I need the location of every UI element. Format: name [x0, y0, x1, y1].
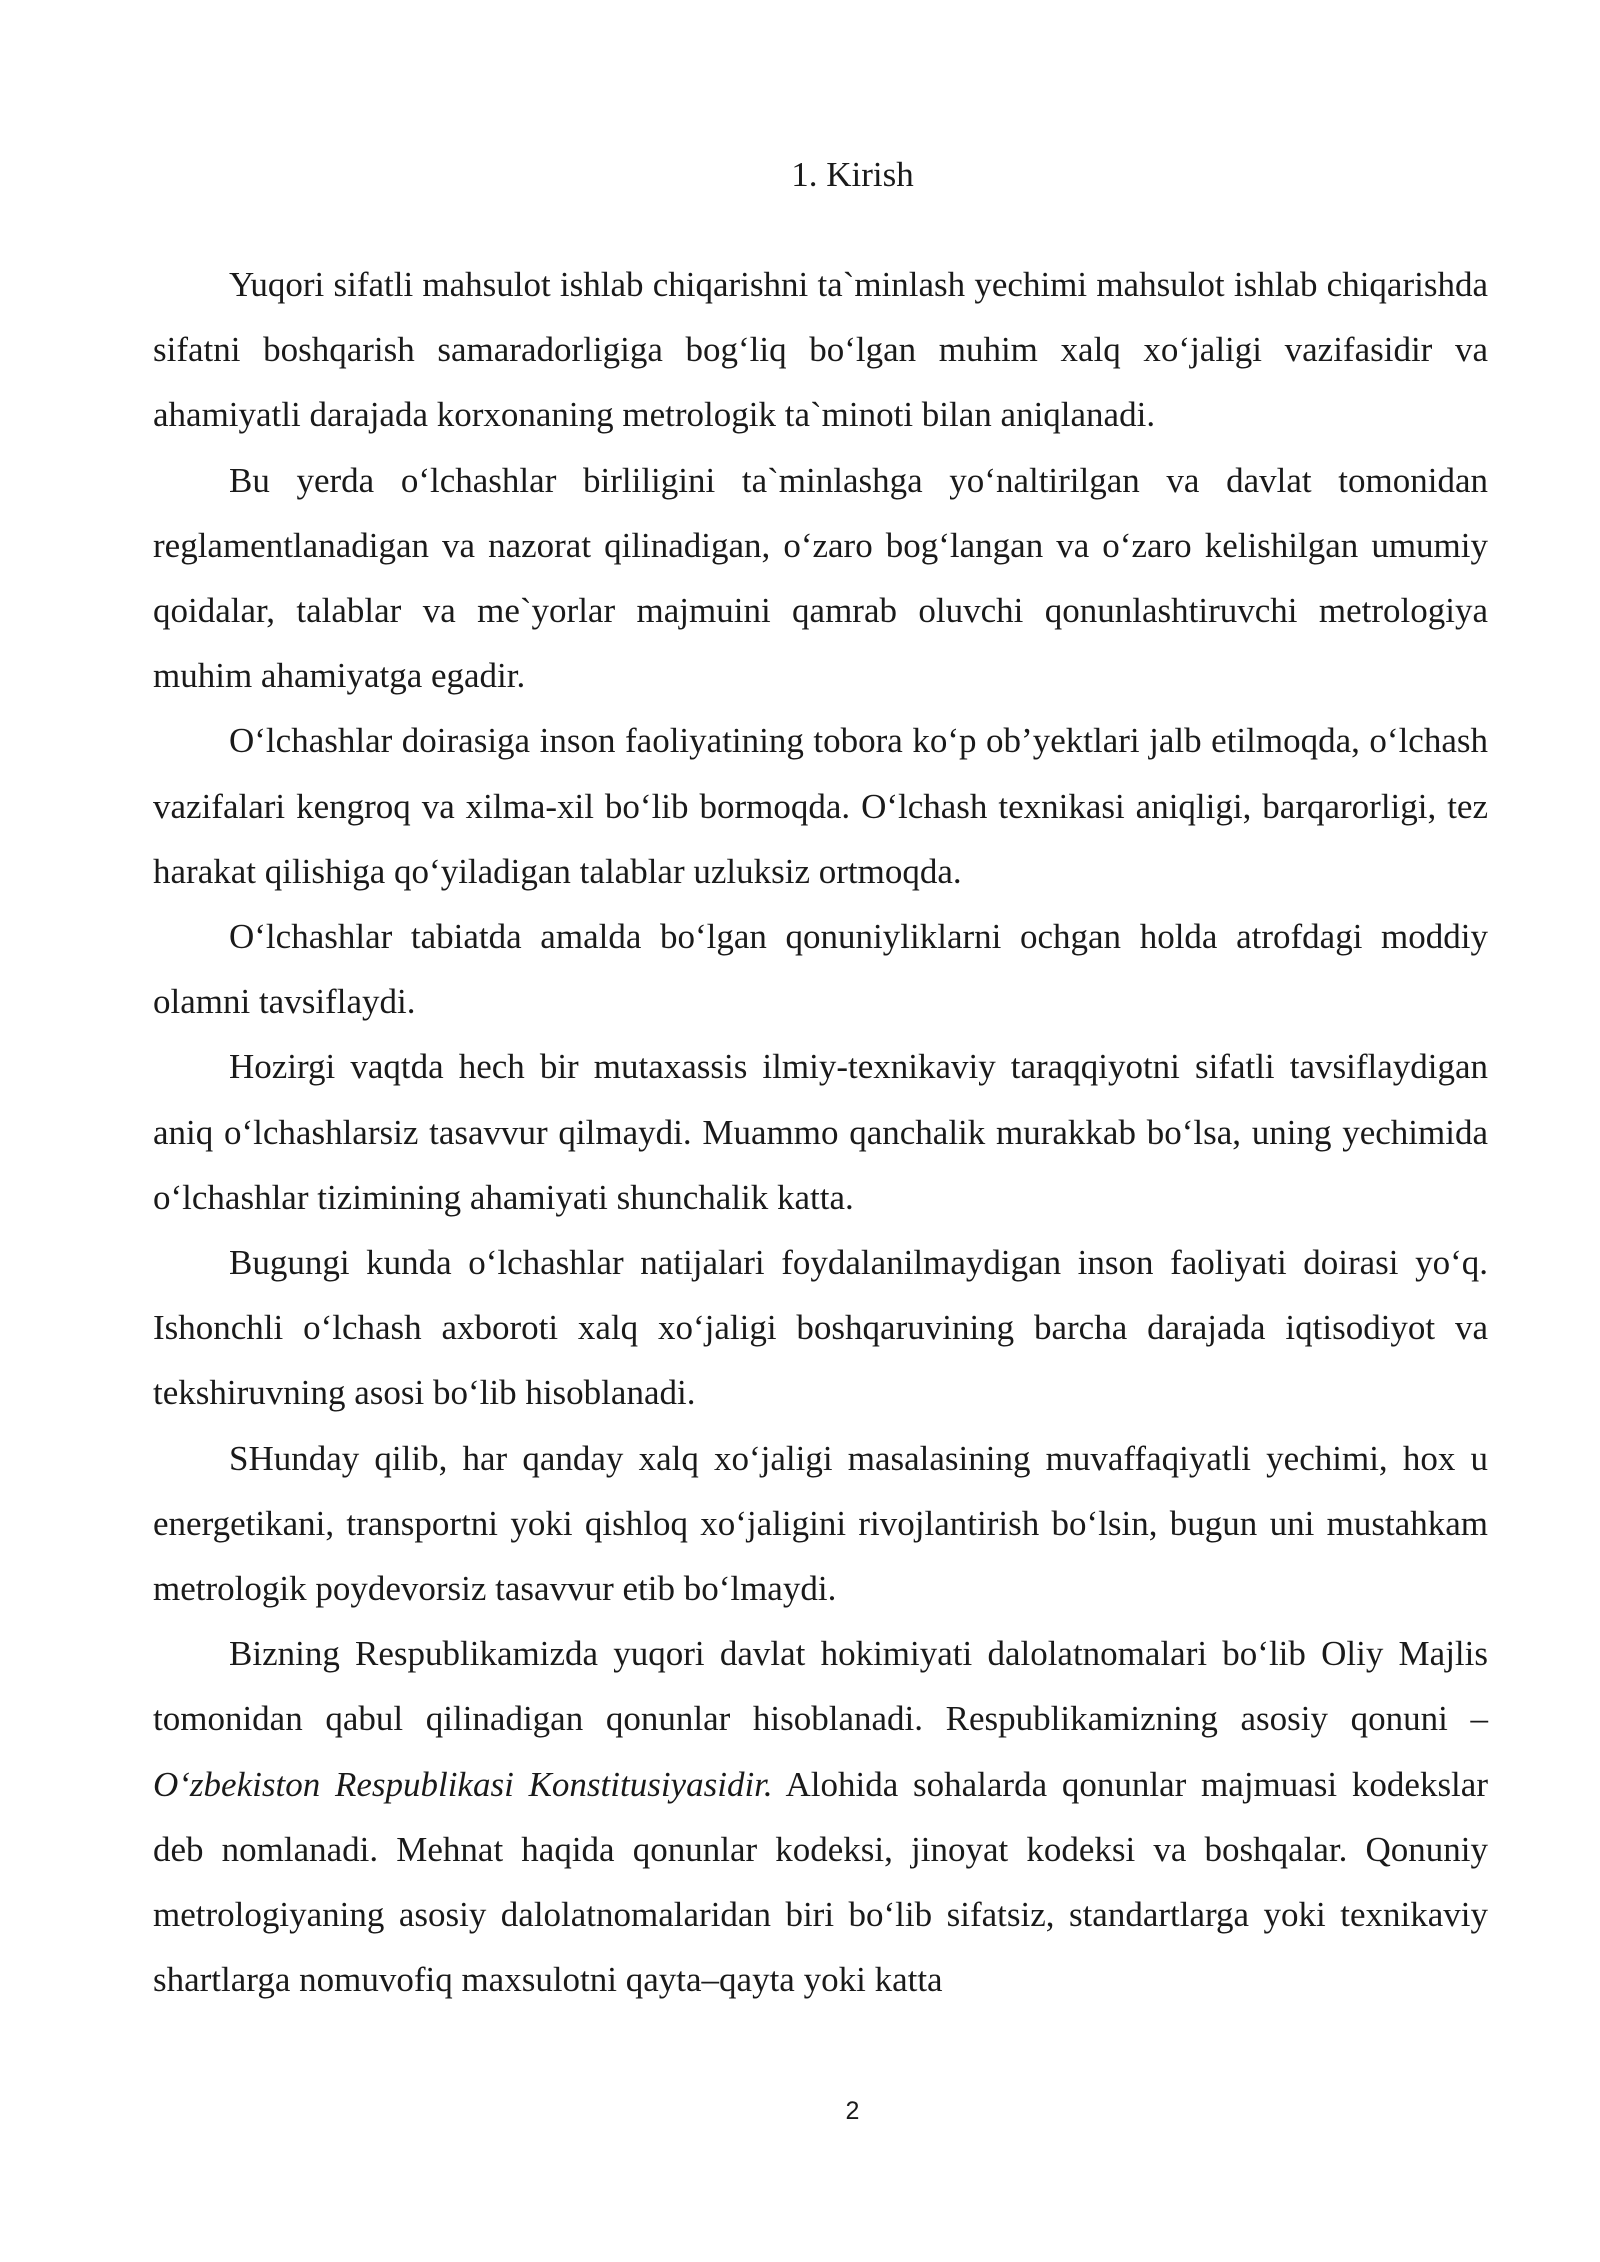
section-heading: 1. Kirish — [791, 155, 914, 194]
paragraph — [153, 1621, 1488, 2012]
paragraph: SHunday qilib, har qanday xalq xo‘jaligi masalasining muvaffaqiyatli yechimi, hox u energetikani, transportni yoki qishloq xo‘jaligini rivojlantirish bo‘lsin, bugun uni mustahkam metrologik poydevorsiz tasavvur etib bo‘lmaydi. — [153, 1438, 1488, 1609]
body-text — [153, 252, 1488, 2012]
paragraph: O‘lchashlar doirasiga inson faoliyatining tobora ko‘p ob’yektlari jalb etilmoqda, o‘lchash vazifalari kengroq va xilma-xil bo‘lib bormoqda. O‘lchash texnikasi aniqligi, barqarorligi, tez harakat qilishiga qo‘yiladigan talablar uzluksiz ortmoqda. — [153, 721, 1488, 891]
paragraph: Yuqori sifatli mahsulot ishlab chiqarishni ta`minlash yechimi mahsulot ishlab chiqarishda sifatni boshqarish samaradorligiga bog‘liq bo‘lgan muhim xalq xo‘jaligi vazifasidir va ahamiyatli darajada korxonaning metrologik ta`minoti bilan aniqlanadi. — [153, 265, 1488, 435]
paragraph: O‘lchashlar tabiatda amalda bo‘lgan qonuniyliklarni ochgan holda atrofdagi moddiy olamni tavsiflaydi. — [153, 917, 1488, 1022]
constitution-title: O‘zbekiston Respublikasi Konstitusiyasidir. — [153, 1764, 773, 1804]
paragraph: Bugungi kunda o‘lchashlar natijalari foydalanilmaydigan inson faoliyati doirasi yo‘q. Ishonchli o‘lchash axboroti xalq xo‘jaligi boshqaruvining barcha darajada iqtisodiyot va tekshiruvning asosi bo‘lib hisoblanadi. — [153, 1243, 1488, 1413]
paragraph-text: Bizning Respublikamizda yuqori davlat hokimiyati dalolatnomalari bo‘lib Oliy Majlis tomonidan qabul qilinadigan qonunlar hisoblanadi. Respublikamizning asosiy qonuni – — [153, 1634, 1488, 1739]
paragraph-text: Alohida sohalarda qonunlar majmuasi kodekslar deb nomlanadi. Mehnat haqida qonunlar kodeksi, jinoyat kodeksi va boshqalar. Qonuniy metrologiyaning asosiy dalolatnomalaridan biri bo‘lib sifatsiz, standartlarga yoki texnikaviy shartlarga nomuvofiq maxsulotni qayta–qayta yoki katta — [153, 1764, 1488, 2000]
page-number: 2 — [845, 2097, 860, 2125]
paragraph: Hozirgi vaqtda hech bir mutaxassis ilmiy-texnikaviy taraqqiyotni sifatli tavsiflaydigan aniq o‘lchashlarsiz tasavvur qilmaydi. Muammo qanchalik murakkab bo‘lsa, uning yechimida o‘lchashlar tizimining ahamiyati shunchalik katta. — [153, 1047, 1488, 1217]
paragraph: Bu yerda o‘lchashlar birliligini ta`minlashga yo‘naltirilgan va davlat tomonidan reglamentlanadigan va nazorat qilinadigan, o‘zaro bog‘langan va o‘zaro kelishilgan umumiy qoidalar, talablar va me`yorlar majmuini qamrab oluvchi qonunlashtiruvchi metrologiya muhim ahamiyatga egadir. — [153, 460, 1488, 696]
